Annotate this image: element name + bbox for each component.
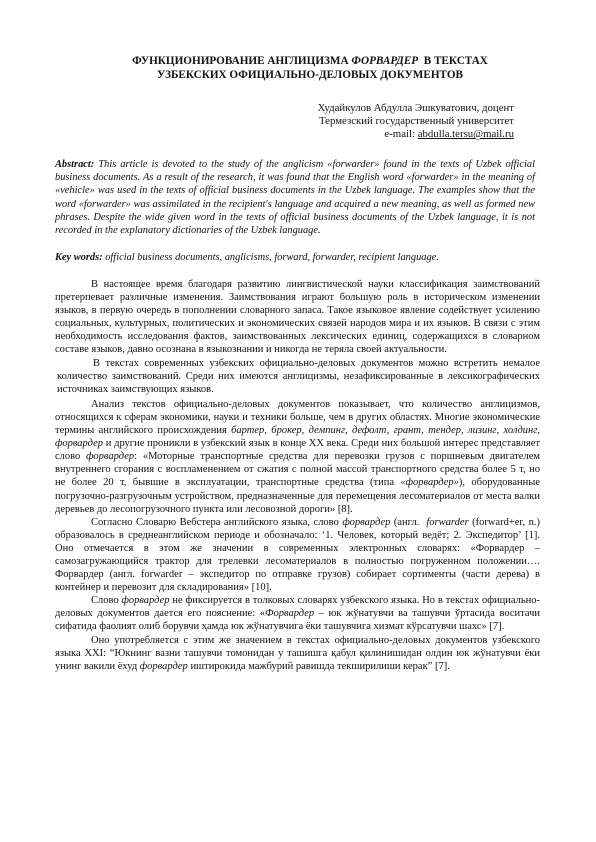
term-list: бартер, брокер, демпинг, дефолт, грант, тендер, лизинг, холдинг, форвардер [55,425,540,450]
paragraph-1: В настоящее время благодаря развитию лингвистической науки классификация заимствований претерпевает различные изменения. Заимствования играют большую роль в историческом изменении языков, в первую очередь в пополнении словарного запаса. Такое языковое явление содействует усилению социальных, культурных, политических и экономических связей народов мира и их языков. В связи с этим необходимость исследования фактов, заимствованных лексических единиц, содержащихся в словарном составе языков, давно осознана в языкознании и никогда не теряла своей актуальности. [55,279,540,356]
paragraph-4 [55,516,540,595]
paragraph-text: Согласно Словарю Вебстера английского языка, слово [91,516,343,528]
article-title [90,54,530,82]
author-university: Термезский государственный университет [318,115,514,128]
paragraph-text: – юк жўнатувчи ва ташувчи ўртасида воситачи сифатида фаолият олиб борувчи ҳамда юк жўнатувчига ёки ташувчига хизмат кўрсатувчи шахс» [7]. [55,608,540,633]
paragraph-6 [55,634,540,673]
abstract-label: Abstract: [55,159,95,170]
paragraph-3 [55,398,540,516]
keywords [55,251,535,264]
paragraph-text: ), оборудованные погрузочно-разгрузочным устройством, предназначенные для перемещения лесоматериалов от места валки деревьев до лесопогрузочного пункта или лесовозной дороги» [8]. [55,477,540,515]
title-term: ФОРВАРДЕР [351,55,419,67]
term: форвардер [86,451,135,463]
paragraph-text: Слово [91,595,122,607]
term: forwarder [426,516,469,528]
title-text: В ТЕКСТАХ [418,55,488,67]
paragraph-text: Оно употребляется с этим же значением в текстах официально-деловых документов узбекского языка XXI: “Юкнинг вазни ташувчи томонидан у ташишга қабул қилинишидан олдин юк жўнатувчи ёки унинг вакили ёхуд [55,634,540,672]
term: форвардер [342,516,391,528]
article-body [55,278,540,673]
author-name: Худайкулов Абдулла Эшкуватович, доцент [317,102,514,114]
term: форвардер [121,595,170,607]
term: форвардер [139,660,188,672]
term: «форвардер» [400,477,459,489]
paragraph-5 [55,594,540,633]
paragraph-text: : «Моторные транспортные средства для перевозки грузов с поршневым двигателем внутреннего сгорания с воспламенением от сжатия с полной массой транспортного средства более 5 т, но не более 20 т, бывшие в эксплуатации, транспортные средства (типа [55,451,540,489]
paragraph-text: не фиксируется в толковых словарях узбекского языка. Но в текстах официально-деловых документов дается его пояснение: « [55,595,540,620]
paragraph-text: (forward+er, n.) образовалось в среднеанглийском периоде и обозначало: ‘1. Человек, который ведёт; 2. Экспедитор’ [1]. Оно отмечается в этом же значении в современных электронных словарях: «Форвардер – самозагружающийся трактор для трелевки лесоматериалов в полностью погруженном положении…. Форвардер (англ. forwarder – экспедитор по отправке грузов) собирает сортименты (части дерева) в контейнер и перевозит для складирования» [10]. [55,516,541,594]
keywords-label: Key words: [55,252,103,263]
title-line-2: УЗБЕКСКИХ ОФИЦИАЛЬНО-ДЕЛОВЫХ ДОКУМЕНТОВ [157,69,463,81]
title-text: ФУНКЦИОНИРОВАНИЕ АНГЛИЦИЗМА [132,55,352,67]
paragraph-2: В текстах современных узбекских официально-деловых документов можно встретить немалое количество заимствований. Среди них имеются англицизмы, незафиксированные в лексикографических источниках заимствующих языков. [57,357,540,395]
keywords-text: official business documents, anglicisms, forward, forwarder, recipient language. [102,252,439,263]
paragraph-text: Анализ текстов официально-деловых документов показывает, что количество англицизмов, относящихся к сферам экономики, науки и техники больше, чем в других областях. Многие экономические термины английского происхождения [55,398,540,437]
paragraph-text: иштирокида мажбурий равишда текширилиши керак” [7]. [187,660,450,672]
abstract-text: This article is devoted to the study of the anglicism «forwarder» found in the texts of Uzbek official business documents. As a result of the research, it was found that the English word «forwarder» in the meaning of «vehicle» was used in the texts of official business documents in the Uzbek language. The examples show that the word «forwarder» was assimilated in the recipient's language and acquired a new meaning, as well as formed new phrases. Despite the wide given word in the texts of official business documents of the Uzbek language, it is not recorded in the explanatory dictionaries of the Uzbek language. [55,159,535,237]
email-label: e-mail: [384,128,418,141]
term: Форвардер [265,608,315,620]
email-link[interactable]: abdulla.tersu@mail.ru [417,128,514,141]
abstract [55,158,535,237]
author-block [194,102,514,142]
paragraph-text: (англ. [390,516,427,528]
author-email-line [194,128,514,141]
title-line-1 [90,54,530,68]
paragraph-text: и другие проникли в узбекский язык в конце XX века. Среди них большой интерес представляет слово [55,438,540,463]
